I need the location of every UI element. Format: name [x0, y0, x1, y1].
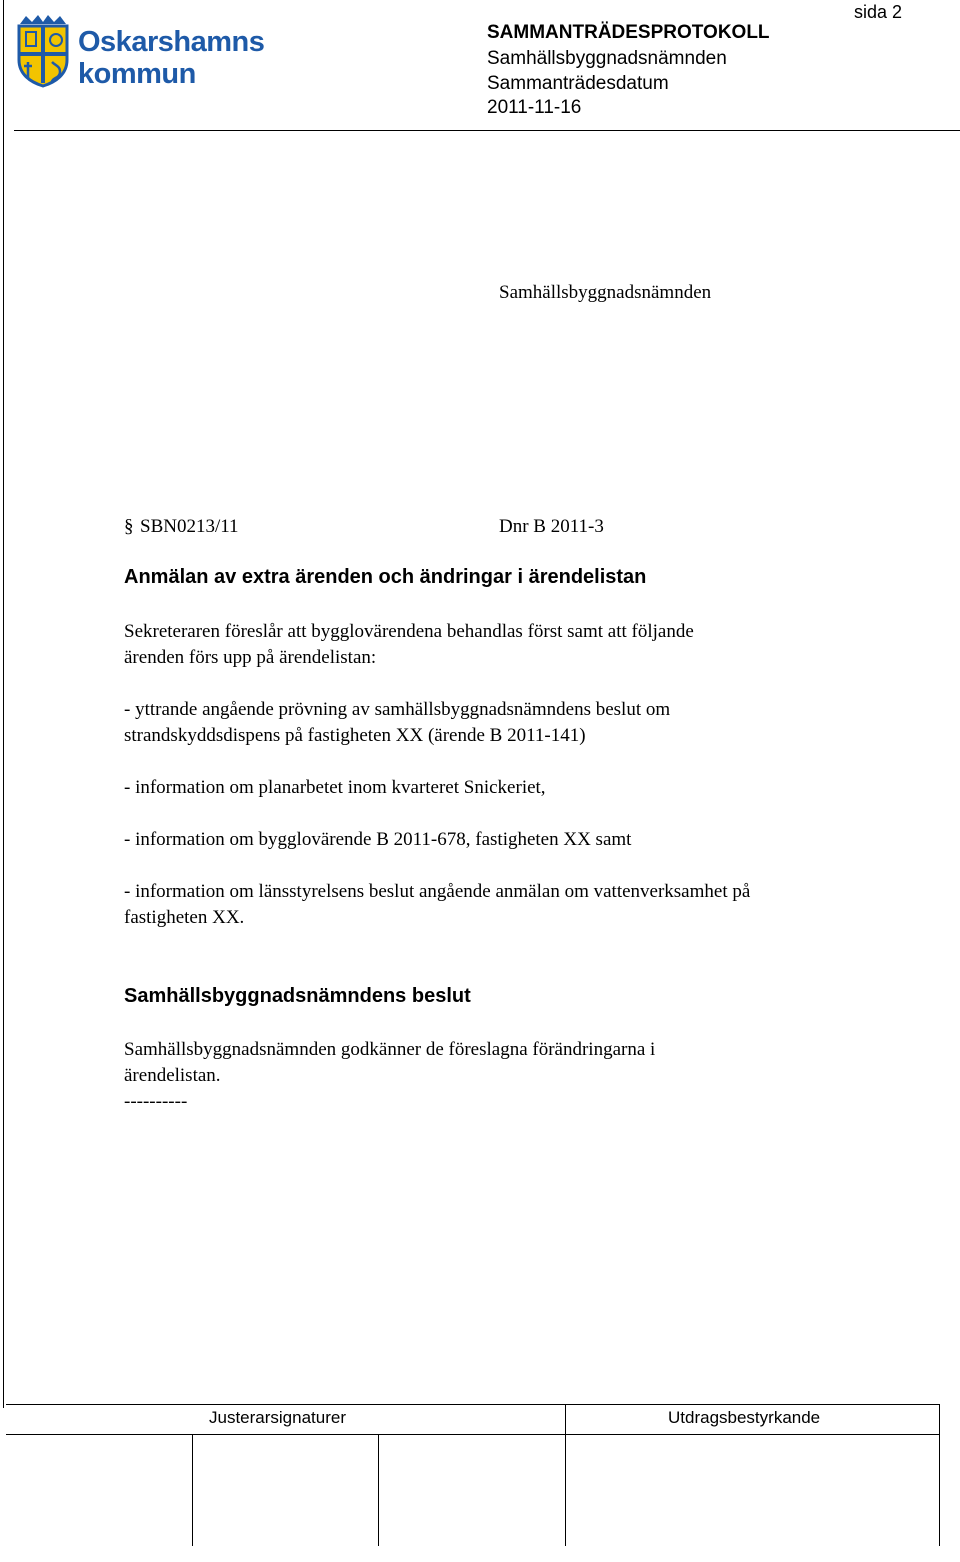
table-header-border — [6, 1434, 940, 1435]
margin-rule — [3, 0, 4, 1408]
end-marker: ---------- — [124, 1091, 188, 1112]
extract-label: Utdragsbestyrkande — [668, 1408, 821, 1427]
list-item-1-line-2: strandskyddsdispens på fastigheten XX (ärende B 2011-141) — [124, 725, 586, 746]
header-divider — [14, 130, 960, 131]
header-committee: Samhällsbyggnadsnämnden — [487, 48, 727, 69]
committee-heading: Samhällsbyggnadsnämnden — [499, 282, 712, 303]
intro-line-1: Sekreteraren föreslår att bygglovärendena behandlas först samt att följande — [124, 621, 694, 642]
table-right-border — [939, 1404, 940, 1546]
list-item-1-line-1: - yttrande angående prövning av samhällsbyggnadsnämndens beslut om — [124, 699, 671, 720]
coat-of-arms-icon — [16, 14, 70, 88]
case-number: SBN0213/11 — [140, 516, 239, 537]
list-item-4-line-2: fastigheten XX. — [124, 907, 245, 928]
signature-cell-divider-1 — [192, 1434, 193, 1546]
list-item-3: - information om bygglovärende B 2011-678, fastigheten XX samt — [124, 829, 632, 850]
protocol-title: SAMMANTRÄDESPROTOKOLL — [487, 22, 770, 43]
dnr-number: Dnr B 2011-3 — [499, 516, 604, 537]
header-divider-line — [565, 1404, 566, 1434]
meeting-date: 2011-11-16 — [487, 97, 582, 118]
section-title: Anmälan av extra ärenden och ändringar i ärendelistan — [124, 566, 647, 588]
municipality-logo — [14, 12, 274, 92]
decision-line-1: Samhällsbyggnadsnämnden godkänner de föreslagna förändringarna i — [124, 1039, 656, 1060]
logo-text-line2: kommun — [78, 58, 196, 90]
table-top-border — [6, 1404, 940, 1405]
list-item-4-line-1: - information om länsstyrelsens beslut angående anmälan om vattenverksamhet på — [124, 881, 751, 902]
page-number: sida 2 — [853, 2, 902, 22]
signatures-label: Justerarsignaturer — [209, 1408, 347, 1427]
meeting-date-label: Sammanträdesdatum — [487, 73, 669, 94]
logo-text-line1: Oskarshamns — [78, 26, 265, 58]
signature-table — [6, 1404, 940, 1546]
intro-line-2: ärenden förs upp på ärendelistan: — [124, 647, 377, 668]
list-item-2: - information om planarbetet inom kvarteret Snickeriet, — [124, 777, 546, 798]
signature-cell-divider-3 — [565, 1434, 566, 1546]
decision-line-2: ärendelistan. — [124, 1065, 221, 1086]
decision-heading: Samhällsbyggnadsnämndens beslut — [124, 985, 471, 1007]
section-mark: § — [124, 516, 134, 537]
signature-cell-divider-2 — [378, 1434, 379, 1546]
